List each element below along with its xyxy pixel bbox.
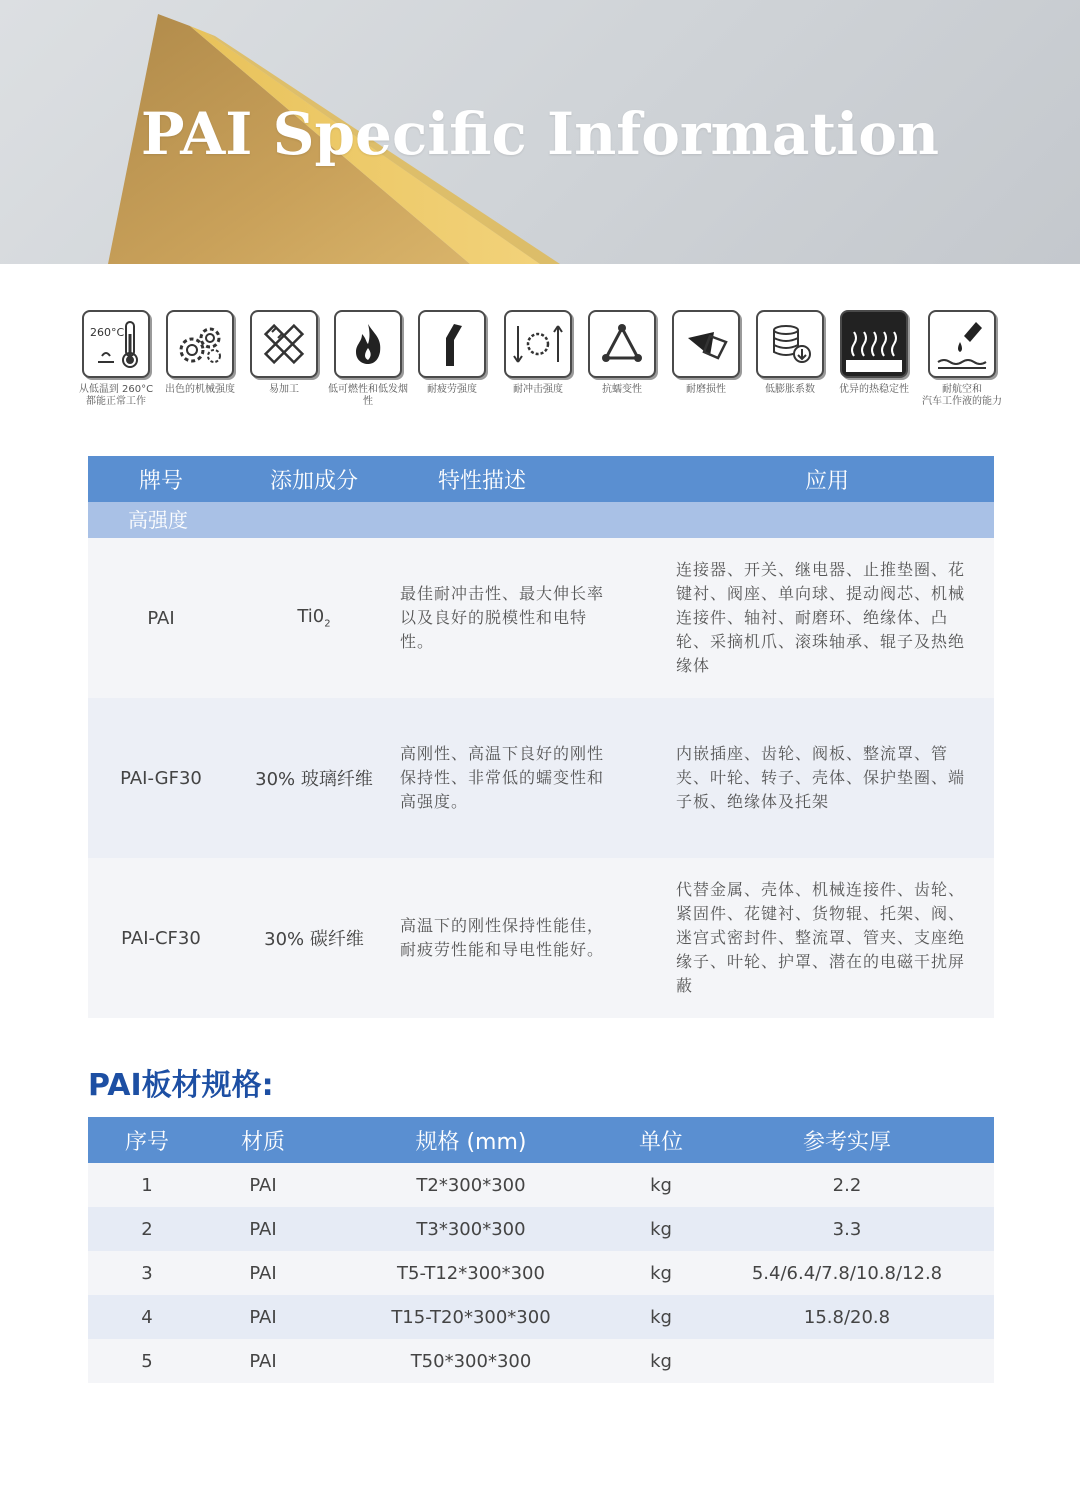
feature-wear-resistance: 耐磨损性 xyxy=(664,310,748,396)
triangle-nodes-icon xyxy=(588,310,656,378)
table-row: 4 PAI T15-T20*300*300 kg 15.8/20.8 xyxy=(88,1295,994,1339)
page-title: PAI Specific Information xyxy=(140,100,940,168)
table-row: 3 PAI T5-T12*300*300 kg 5.4/6.4/7.8/10.8/12.8 xyxy=(88,1251,994,1295)
column-header-thickness: 参考实厚 xyxy=(802,1129,891,1155)
heat-waves-icon xyxy=(840,310,908,378)
feature-impact-strength: 耐冲击强度 xyxy=(496,310,580,396)
fluid-drop-icon xyxy=(928,310,996,378)
feature-fluid-resistance: 耐航空和 汽车工作液的能力 xyxy=(920,310,1004,408)
grade-cell: PAI-GF30 xyxy=(120,767,202,789)
column-header-material: 材质 xyxy=(240,1129,285,1155)
grades-table xyxy=(88,456,994,1018)
svg-text:260°C: 260°C xyxy=(90,326,125,339)
table-row xyxy=(88,858,994,1018)
column-header-properties: 特性描述 xyxy=(437,468,526,494)
bent-bar-icon xyxy=(418,310,486,378)
feature-low-expansion: 低膨胀系数 xyxy=(748,310,832,396)
column-header-unit: 单位 xyxy=(638,1129,683,1155)
feature-thermal-stability: 优异的热稳定性 xyxy=(832,310,916,396)
gears-icon xyxy=(166,310,234,378)
spec-table xyxy=(88,1117,994,1383)
spec-table-header xyxy=(88,1117,994,1163)
properties-cell: 最佳耐冲击性、最大伸长率以及良好的脱模性和电特性。 xyxy=(400,584,605,651)
feature-mechanical-strength: 出色的机械强度 xyxy=(158,310,242,396)
properties-cell: 高刚性、高温下良好的刚性保持性、非常低的蠕变性和高强度。 xyxy=(400,744,605,811)
header-banner xyxy=(0,0,1080,264)
feature-low-temp: 260°C 从低温到 260°C 都能正常工作 xyxy=(74,310,158,408)
spec-section-title: PAI板材规格: xyxy=(88,1068,274,1103)
additive-cell: 30% 玻璃纤维 xyxy=(255,769,373,790)
column-header-spec: 规格 (mm) xyxy=(415,1129,527,1155)
table-row xyxy=(88,538,994,698)
table-row: 1 PAI T2*300*300 kg 2.2 xyxy=(88,1163,994,1207)
column-header-grade: 牌号 xyxy=(138,468,183,494)
grade-cell: PAI xyxy=(147,607,175,629)
applications-cell: 内嵌插座、齿轮、阀板、整流罩、管夹、叶轮、转子、壳体、保护垫圈、端子板、绝缘体及托架 xyxy=(676,744,966,811)
feature-fatigue-strength: 耐疲劳强度 xyxy=(410,310,494,396)
feature-creep-resistance: 抗蠕变性 xyxy=(580,310,664,396)
feature-easy-machining: 易加工 xyxy=(242,310,326,396)
additive-cell: 30% 碳纤维 xyxy=(264,929,364,950)
table-row: 2 PAI T3*300*300 kg 3.3 xyxy=(88,1207,994,1251)
impact-icon xyxy=(504,310,572,378)
category-row: 高强度 xyxy=(88,502,994,538)
abrasion-icon xyxy=(672,310,740,378)
table-row: 5 PAI T50*300*300 kg xyxy=(88,1339,994,1383)
grades-table-header xyxy=(88,456,994,502)
column-header-no: 序号 xyxy=(124,1129,169,1155)
grade-cell: PAI-CF30 xyxy=(121,927,201,949)
flame-icon xyxy=(334,310,402,378)
expansion-icon xyxy=(756,310,824,378)
column-header-applications: 应用 xyxy=(804,468,849,494)
table-row xyxy=(88,698,994,858)
column-header-additive: 添加成分 xyxy=(269,468,358,494)
applications-cell: 连接器、开关、继电器、止推垫圈、花键衬、阀座、单向球、提动阀芯、机械连接件、轴衬、耐磨环、绝缘体、凸轮、采摘机爪、滚珠轴承、辊子及热绝缘体 xyxy=(676,560,966,675)
pencil-ruler-icon xyxy=(250,310,318,378)
properties-cell: 高温下的刚性保持性能佳，耐疲劳性能和导电性能好。 xyxy=(400,916,605,959)
thermometer-icon xyxy=(82,310,150,378)
applications-cell: 代替金属、壳体、机械连接件、齿轮、紧固件、花键衬、货物辊、托架、阀、迷宫式密封件、整流罩、管夹、支座绝缘子、叶轮、护罩、潜在的电磁干扰屏蔽 xyxy=(676,880,966,995)
feature-icons-row xyxy=(74,310,1014,420)
feature-low-flammability: 低可燃性和低发烟性 xyxy=(326,310,410,408)
additive-cell: $Ti0_2$ xyxy=(297,606,331,630)
